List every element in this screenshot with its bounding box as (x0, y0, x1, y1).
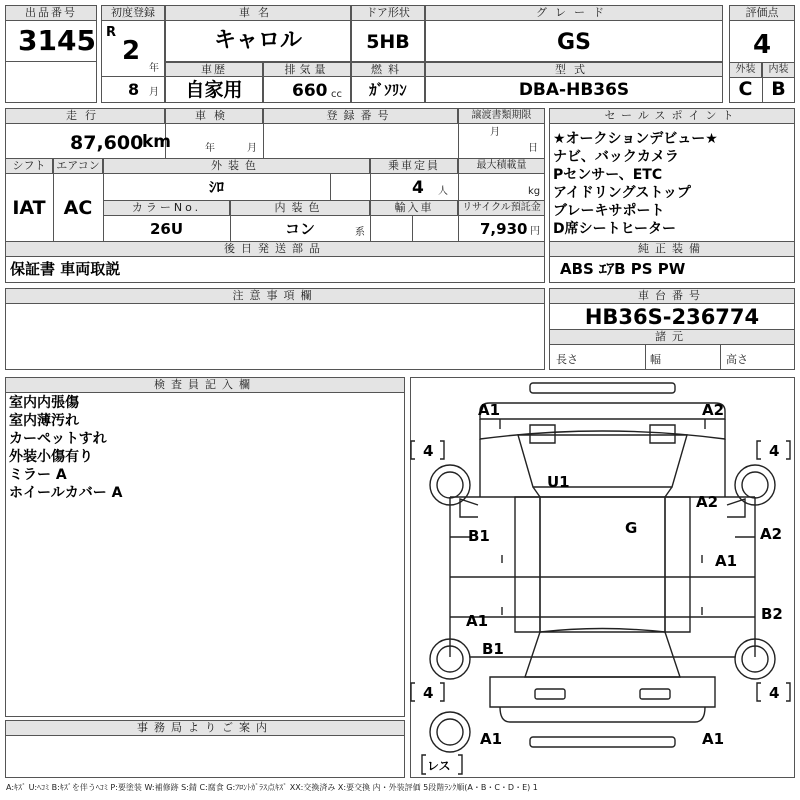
inspection-label: 車検 (165, 108, 263, 124)
max-load-unit: kg (528, 186, 541, 197)
displacement-unit: cc (331, 89, 342, 100)
inspection-month-unit: 月 (247, 143, 257, 154)
interior-color-unit: 系 (355, 227, 365, 238)
first-reg-label: 初度登録 (101, 5, 165, 21)
equipment-label: 純正装備 (549, 241, 795, 257)
sales-points-label: セールスポイント (549, 108, 795, 124)
year-unit: 年 (149, 63, 159, 74)
transfer-day-unit: 日 (528, 143, 538, 154)
length-label: 長さ (556, 353, 578, 366)
mileage-unit: km (142, 132, 172, 152)
mark-glass: G (625, 519, 638, 537)
car-name: キャロル (213, 28, 302, 53)
grade: GS (557, 30, 591, 55)
tire-depth-rear-right: 4 (769, 684, 780, 702)
sales-point: ナビ、バックカメラ (553, 149, 679, 165)
sales-point: Pセンサー、ETC (553, 167, 663, 183)
interior-color: コン (284, 220, 315, 238)
sales-point: ブレーキサポート (553, 203, 665, 219)
mark-front-left-corner: A1 (478, 401, 501, 419)
reg-month: 8 (128, 80, 140, 99)
tire-depth-front-left: 4 (423, 442, 434, 460)
displacement-label: 排気量 (263, 62, 351, 77)
mileage-label: 走行 (5, 108, 165, 124)
transfer-label: 譲渡書類期限 (458, 108, 545, 124)
exterior-grade: C (738, 78, 753, 100)
inspector-note: 室内内張傷 (9, 395, 79, 411)
grade-label: グレード (425, 5, 723, 21)
spare-label: レス (427, 759, 451, 773)
mark-right-rear: B2 (761, 605, 783, 623)
month-unit: 月 (149, 87, 159, 98)
recycle-fee: 7,930 (480, 220, 528, 238)
tire-depth-front-right: 4 (769, 442, 780, 460)
reg-year: 2 (122, 36, 141, 66)
mark-rear-right-corner: A1 (702, 730, 725, 748)
era: R (106, 25, 117, 40)
capacity-label: 乗車定員 (370, 158, 458, 174)
width-label: 幅 (650, 353, 661, 366)
recycle-label: リサイクル預託金 (458, 200, 545, 216)
color-label: 外装色 (103, 158, 370, 174)
inspector-note: ミラー A (9, 467, 67, 483)
door-type: 5HB (366, 31, 410, 53)
ac-label: エアコン (53, 158, 103, 174)
mark-left-rear-fender: B1 (482, 640, 504, 658)
color-no: 26U (149, 220, 184, 238)
shift: IAT (12, 197, 46, 219)
inspector-label: 検査員記入欄 (5, 377, 405, 393)
mileage: 87,600 (70, 132, 144, 154)
chassis-number: HB36S-236774 (584, 305, 760, 329)
max-load-label: 最大積載量 (458, 158, 545, 174)
car-damage-diagram (410, 377, 795, 778)
inspector-note: 外装小傷有り (9, 449, 93, 465)
recycle-unit: 円 (530, 226, 540, 237)
inspector-note: 室内薄汚れ (9, 413, 79, 429)
mark-front-right-corner: A2 (702, 401, 725, 419)
score: 4 (752, 30, 772, 60)
history: 自家用 (185, 79, 243, 101)
interior-label: 内装 (762, 62, 795, 78)
notices-label: 注意事項欄 (5, 288, 545, 304)
ac: AC (63, 197, 93, 219)
mark-rear-left-corner: A1 (480, 730, 503, 748)
capacity-unit: 人 (438, 186, 448, 197)
mark-left-rear-door: A1 (466, 612, 489, 630)
legend: A:ｷｽﾞ U:ﾍｺﾐ B:ｷｽﾞを伴うﾍｺﾐ P:要塗装 W:補修跡 S:錆 C:腐食 G:ﾌﾛﾝﾄｶﾞﾗｽ点ｷｽﾞ XX:交換済み X:要交換 内・外装評価 5段階ﾗﾝｸ順(A・B・C・D・E) 1 (6, 783, 538, 792)
mark-right-front-edge: A2 (760, 525, 783, 543)
import-label: 輸入車 (370, 200, 458, 216)
fuel-label: 燃料 (351, 62, 425, 77)
office-label: 事務局よりご案内 (5, 720, 405, 736)
car-name-label: 車名 (165, 5, 351, 21)
displacement: 660 (292, 81, 328, 101)
mark-roof: U1 (547, 473, 570, 491)
sales-point: ★オークションデビュー★ (553, 131, 718, 147)
score-label: 評価点 (729, 5, 795, 21)
lot-label: 出品番号 (5, 5, 97, 21)
equipment: ABS ｴｱB PS PW (560, 260, 686, 278)
mark-left-front-door: B1 (468, 527, 490, 545)
fuel: ｶﾞｿﾘﾝ (369, 81, 407, 99)
mark-right-front-door: A1 (715, 552, 738, 570)
inspector-note: ホイールカバー A (9, 485, 123, 501)
interior-grade: B (771, 78, 786, 100)
capacity: 4 (412, 178, 424, 198)
sales-points-list (553, 130, 718, 238)
later-parts-label: 後日発送部品 (5, 241, 545, 257)
inspector-note: カーペットすれ (9, 431, 107, 447)
height-label: 高さ (726, 353, 748, 366)
registration-label: 登録番号 (263, 108, 458, 124)
mark-right-front-fender: A2 (696, 493, 719, 511)
model: DBA-HB36S (518, 80, 630, 100)
tire-depth-rear-left: 4 (423, 684, 434, 702)
later-parts: 保証書 車両取説 (10, 260, 121, 278)
shift-label: シフト (5, 158, 53, 174)
chassis-label: 車台番号 (549, 288, 795, 304)
history-label: 車歴 (165, 62, 263, 77)
lot-number: 3145 (18, 24, 96, 57)
specs-label: 諸元 (549, 329, 795, 345)
door-label: ドア形状 (351, 5, 425, 21)
transfer-month-unit: 月 (490, 127, 500, 138)
sales-point: D席シートヒーター (553, 221, 677, 237)
exterior-color: ｼﾛ (208, 178, 224, 196)
color-no-label: カラーNo. (103, 200, 230, 216)
model-label: 型式 (425, 62, 723, 77)
exterior-label: 外装 (729, 62, 762, 78)
inspection-year-unit: 年 (205, 143, 215, 154)
int-color-label: 内装色 (230, 200, 370, 216)
inspector-notes (9, 394, 122, 502)
sales-point: アイドリングストップ (553, 185, 691, 201)
